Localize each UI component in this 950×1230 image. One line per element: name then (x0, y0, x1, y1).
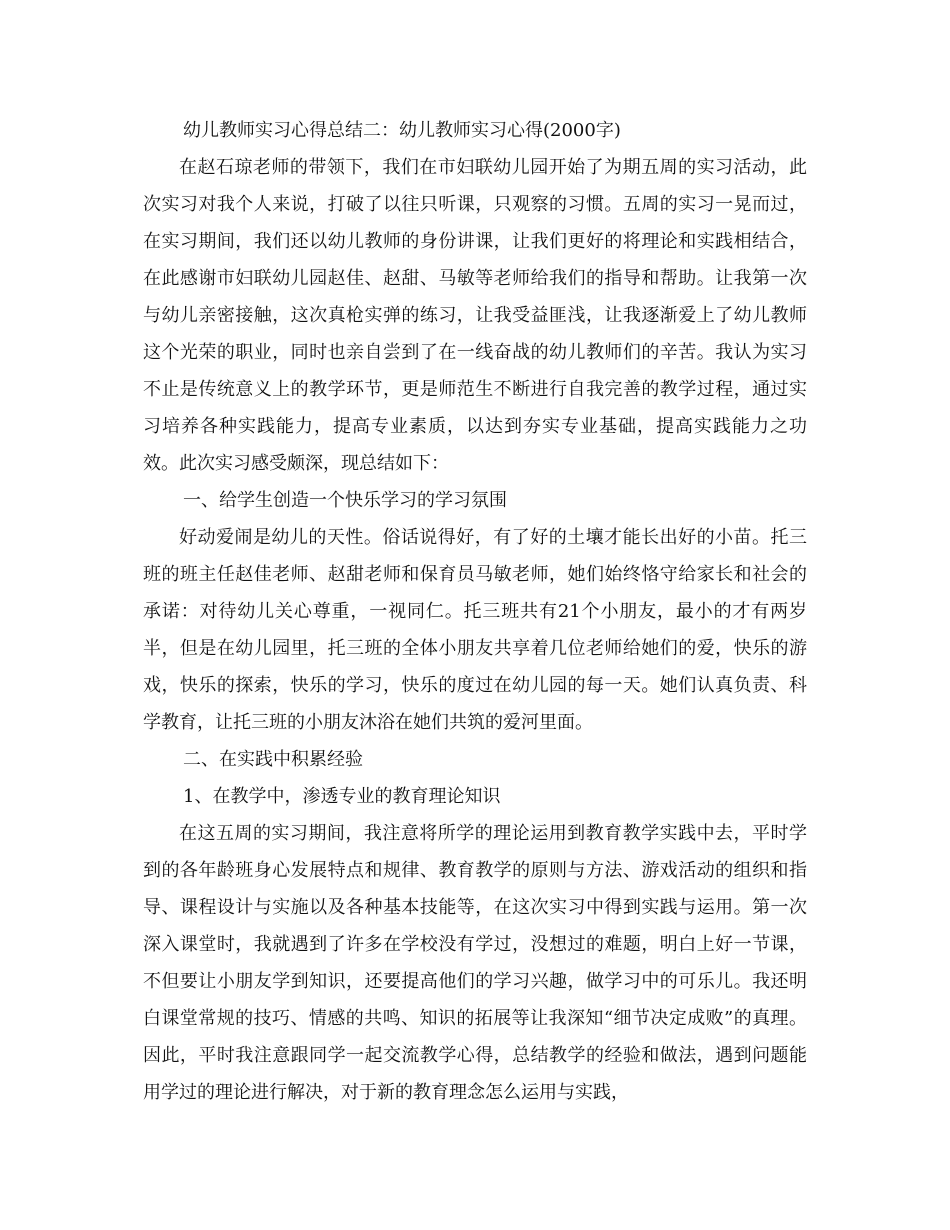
paragraph-intro: 在赵石琼老师的带领下，我们在市妇联幼儿园开始了为期五周的实习活动，此次实习对我个人来说，打破了以往只听课，只观察的习惯。五周的实习一晃而过，在实习期间，我们还以幼儿教师的身份讲课，让我们更好的将理论和实践相结合，在此感谢市妇联幼儿园赵佳、赵甜、马敏等老师给我们的指导和帮助。让我第一次与幼儿亲密接触，这次真枪实弹的练习，让我受益匪浅，让我逐渐爱上了幼儿教师这个光荣的职业，同时也亲自尝到了在一线奋战的幼儿教师们的辛苦。我认为实习不止是传统意义上的教学环节，更是师范生不断进行自我完善的教学过程，通过实习培养各种实践能力，提高专业素质，以达到夯实专业基础，提高实践能力之功效。此次实习感受颇深，现总结如下： (143, 157, 807, 474)
section-heading-1: 一、给学生创造一个快乐学习的学习氛围 (183, 490, 507, 511)
subsection-heading-1: 1、在教学中，渗透专业的教育理论知识 (183, 786, 501, 807)
paragraph-section-1: 好动爱闹是幼儿的天性。俗话说得好，有了好的土壤才能长出好的小苗。托三班的班主任赵佳老师、赵甜老师和保育员马敏老师，她们始终恪守给家长和社会的承诺：对待幼儿关心尊重，一视同仁。托三班共有21个小朋友，最小的才有两岁半，但是在幼儿园里，托三班的全体小朋友共享着几位老师给她们的爱，快乐的游戏，快乐的探索，快乐的学习，快乐的度过在幼儿园的每一天。她们认真负责、科学教育，让托三班的小朋友沐浴在她们共筑的爱河里面。 (143, 527, 807, 733)
document-page (143, 112, 807, 1111)
paragraph-subsection-1: 在这五周的实习期间，我注意将所学的理论运用到教育教学实践中去，平时学到的各年龄班身心发展特点和规律、教育教学的原则与方法、游戏活动的组织和指导、课程设计与实施以及各种基本技能等，在这次实习中得到实践与运用。第一次深入课堂时，我就遇到了许多在学校没有学过，没想过的难题，明白上好一节课，不但要让小朋友学到知识，还要提高他们的学习兴趣，做学习中的可乐儿。我还明白课堂常规的技巧、情感的共鸣、知识的拓展等让我深知“细节决定成败”的真理。因此，平时我注意跟同学一起交流教学心得，总结教学的经验和做法，遇到问题能用学过的理论进行解决，对于新的教育理念怎么运用与实践， (143, 823, 807, 1103)
document-title: 幼儿教师实习心得总结二：幼儿教师实习心得(2000字) (183, 120, 621, 141)
section-heading-2: 二、在实践中积累经验 (183, 749, 363, 770)
